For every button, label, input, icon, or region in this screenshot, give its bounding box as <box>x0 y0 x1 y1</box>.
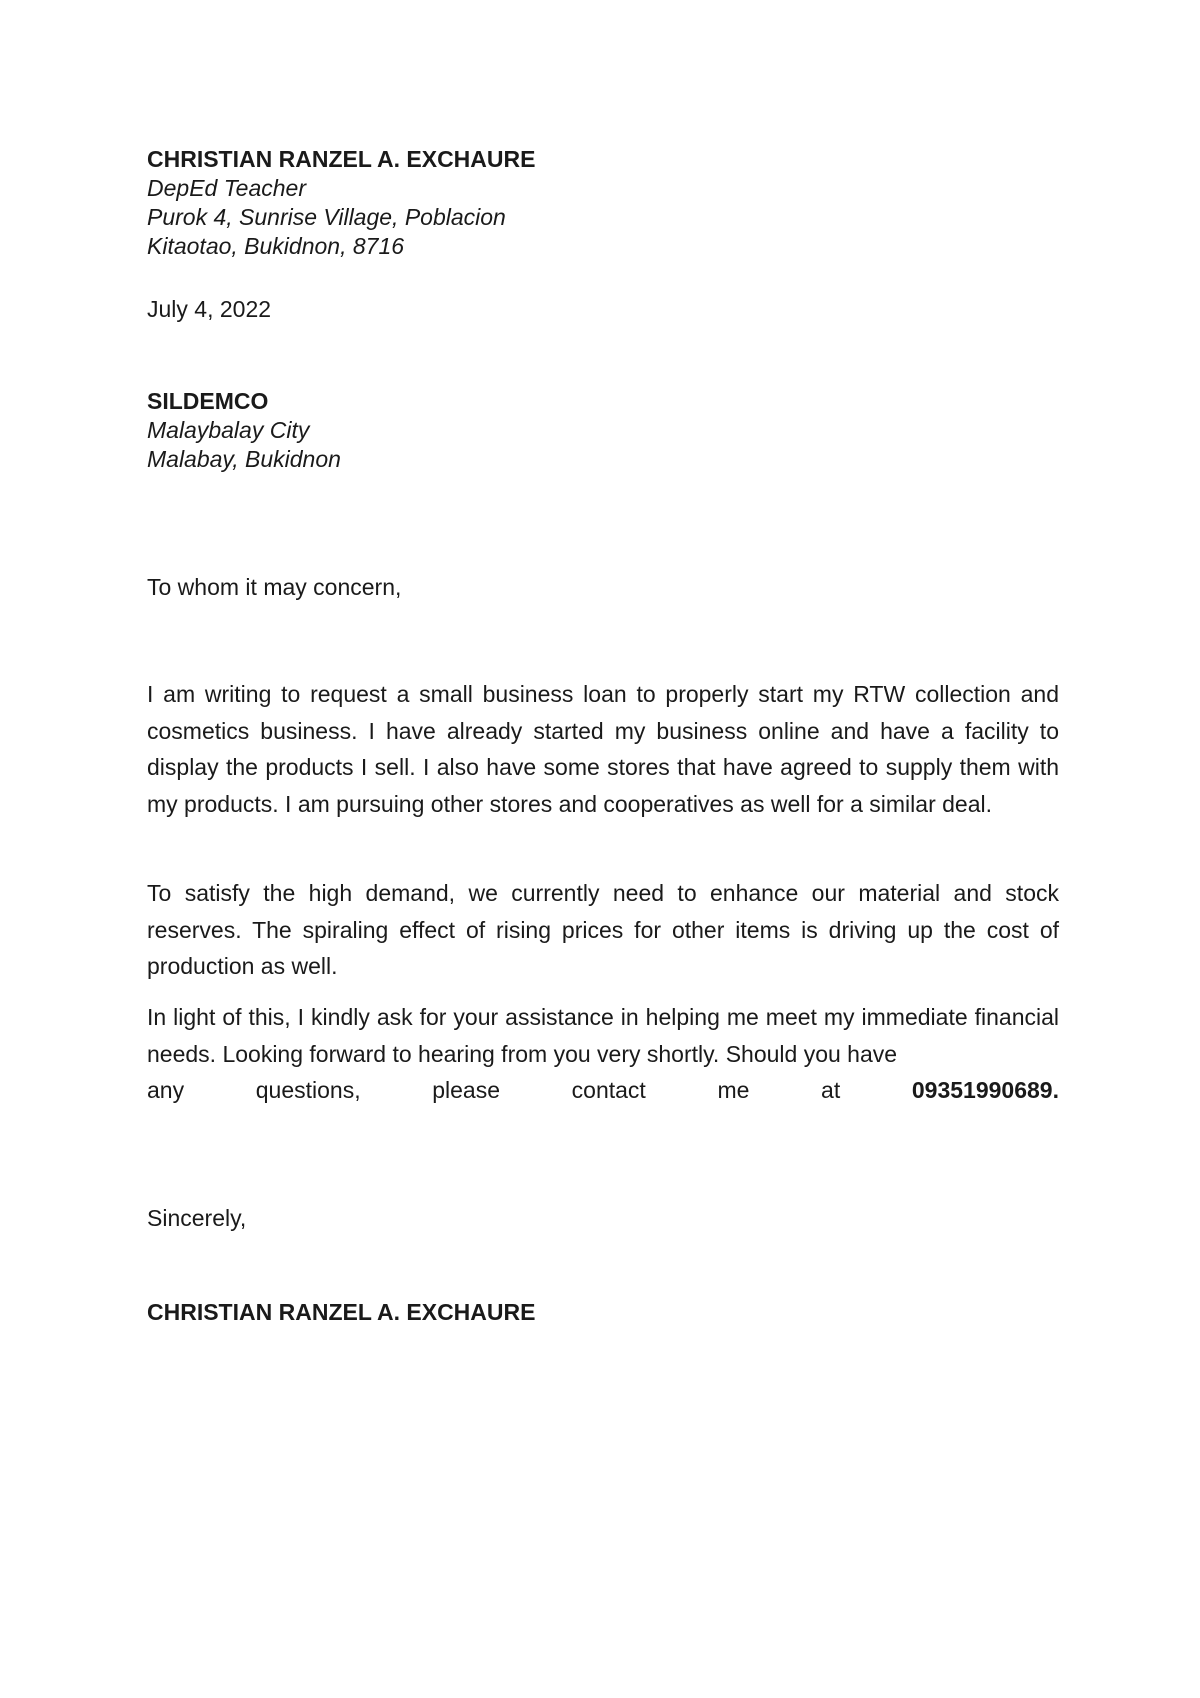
sender-title: DepEd Teacher <box>147 175 306 201</box>
salutation: To whom it may concern, <box>147 574 402 600</box>
sender-name: CHRISTIAN RANZEL A. EXCHAURE <box>147 146 536 172</box>
closing: Sincerely, <box>147 1205 247 1231</box>
recipient-block <box>147 387 1059 474</box>
phone-number: 09351990689. <box>911 1077 1059 1104</box>
salutation-block <box>147 573 1059 602</box>
closing-block <box>147 1204 1059 1233</box>
recipient-address-line2: Malabay, Bukidnon <box>147 446 341 472</box>
body-paragraph-2: To satisfy the high demand, we currently need to enhance our material and stock reserves. The spiraling effect of rising prices for other items is driving up the cost of production as well. <box>147 880 1059 980</box>
letter-date: July 4, 2022 <box>147 296 272 322</box>
sender-address-line1: Purok 4, Sunrise Village, Poblacion <box>147 204 506 230</box>
body-paragraph-1: I am writing to request a small business loan to properly start my RTW collection and cosmetics business. I have already started my business online and have a facility to display the products I sell. I also have some stores that have agreed to supply them with my products. I am pursuing other stores and cooperatives as well for a similar deal. <box>147 681 1059 818</box>
sender-address-line2: Kitaotao, Bukidnon, 8716 <box>147 233 405 259</box>
recipient-name: SILDEMCO <box>147 388 269 414</box>
recipient-address-line1: Malaybalay City <box>147 417 310 443</box>
body-paragraph-3-text: In light of this, I kindly ask for your assistance in helping me meet my immediate financial needs. Looking forward to hearing from you very shortly. Should you have <box>147 1004 1059 1067</box>
contact-prompt: any questions, please contact me at <box>147 1077 841 1104</box>
signature-name: CHRISTIAN RANZEL A. EXCHAURE <box>147 1299 536 1325</box>
body-paragraph-3-contact-line <box>147 1072 1059 1109</box>
body-paragraph-3 <box>147 999 1059 1109</box>
sender-block <box>147 145 1059 261</box>
signature-block <box>147 1298 1059 1327</box>
letter-date-block <box>147 295 1059 324</box>
